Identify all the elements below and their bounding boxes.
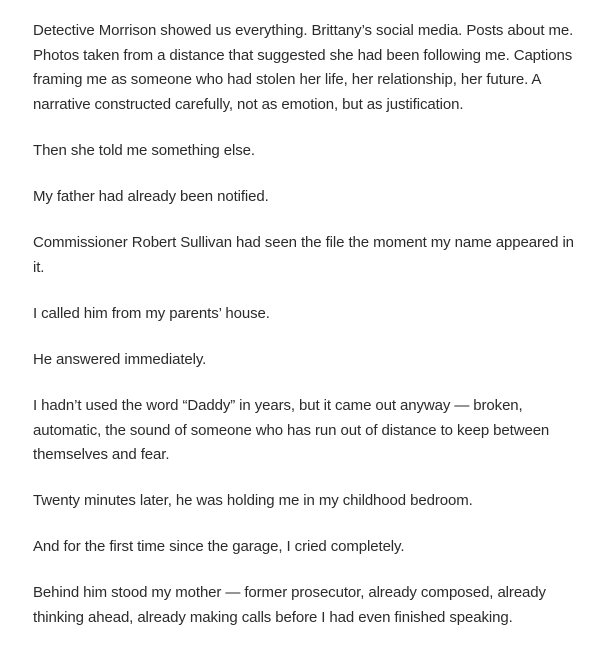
paragraph-cried: And for the first time since the garage, I cried completely.: [33, 538, 405, 556]
paragraph-evidence: Detective Morrison showed us everything. Brittany’s social media. Posts about me. Photos taken from a distance that suggested she had been following me. Captions framing me as someone who had stolen her life, her relationship, her future. A narrative constructed carefully, not as emotion, but as justification.: [33, 22, 574, 113]
paragraph-father-notified: My father had already been notified.: [33, 187, 269, 205]
paragraph-commissioner: Commissioner Robert Sullivan had seen the file the moment my name appeared in it.: [33, 234, 574, 276]
paragraph-mother: Behind him stood my mother — former prosecutor, already composed, already thinking ahead, already making calls before I had even finished speaking.: [33, 584, 546, 626]
paragraph-answered: He answered immediately.: [33, 350, 207, 368]
article-body: [33, 19, 578, 631]
paragraph-called-him: I called him from my parents’ house.: [33, 304, 270, 322]
paragraph-something-else: Then she told me something else.: [33, 141, 255, 159]
paragraph-twenty-minutes: Twenty minutes later, he was holding me in my childhood bedroom.: [33, 492, 473, 510]
paragraph-daddy: I hadn’t used the word “Daddy” in years, but it came out anyway — broken, automatic, the sound of someone who has run out of distance to keep between themselves and fear.: [33, 396, 550, 464]
